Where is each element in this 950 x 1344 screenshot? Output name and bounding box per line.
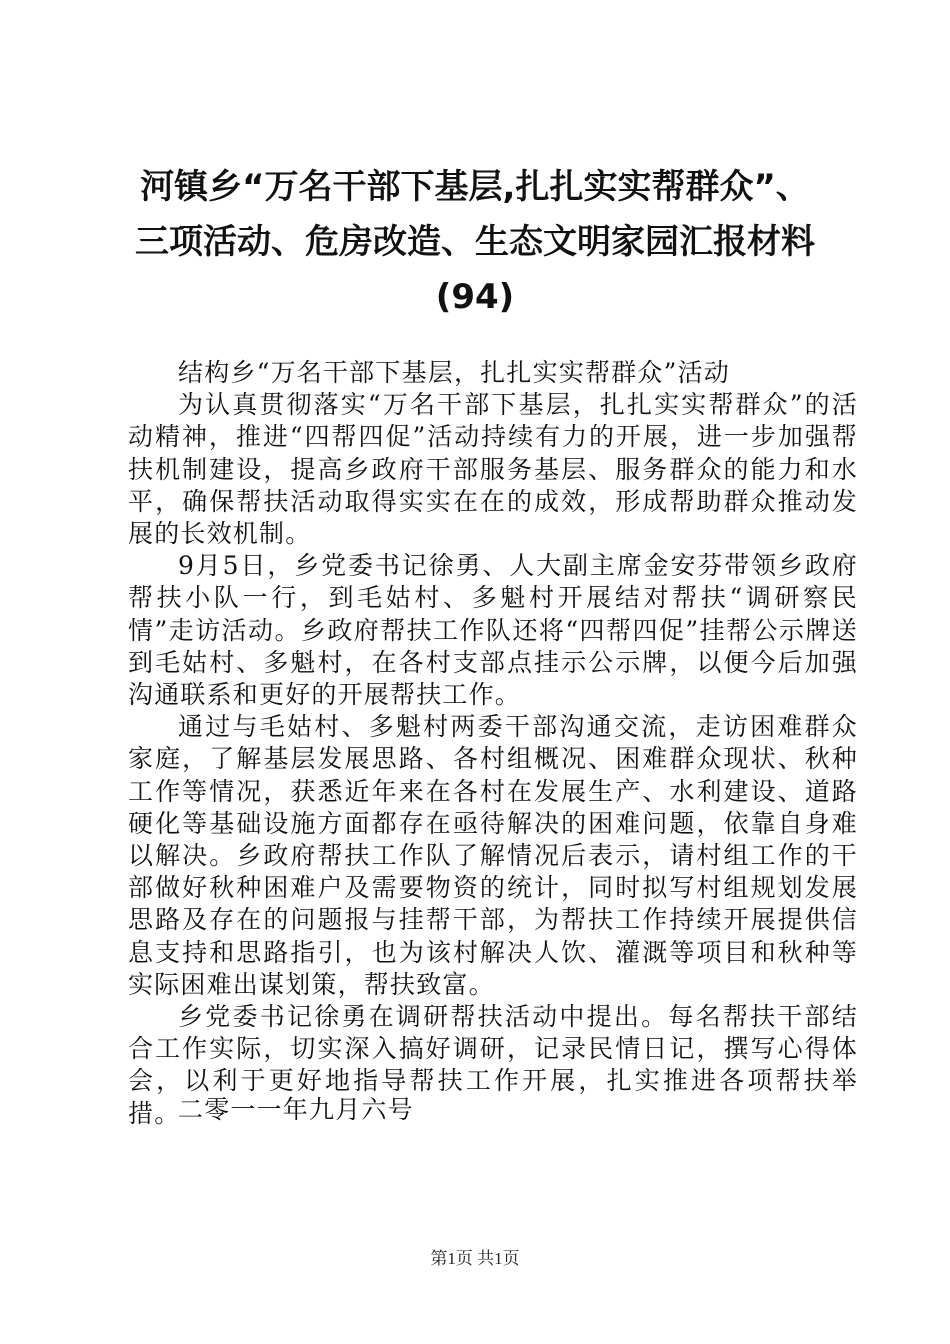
title-line-1: 河镇乡“万名干部下基层,扎扎实实帮群众”、 (140, 167, 810, 207)
document-title (110, 160, 840, 325)
title-line-3: (94) (435, 277, 515, 317)
paragraph-1: 为认真贯彻落实“万名干部下基层，扎扎实实帮群众”的活动精神，推进“四帮四促”活动持续有力的开展，进一步加强帮扶机制建设，提高乡政府干部服务基层、服务群众的能力和水平，确保帮扶活动取得实实在在的成效，形成帮助群众推动发展的长效机制。 (128, 390, 858, 549)
title-line-2: 三项活动、危房改造、生态文明家园汇报材料 (135, 222, 815, 262)
subheading: 结构乡“万名干部下基层，扎扎实实帮群众”活动 (178, 358, 730, 387)
page-footer: 第1页 共1页 (430, 1249, 520, 1268)
paragraph-2: 9月5日，乡党委书记徐勇、人大副主席金安芬带领乡政府帮扶小队一行，到毛姑村、多魁村开展结对帮扶“调研察民情”走访活动。乡政府帮扶工作队还将“四帮四促”挂帮公示牌送到毛姑村、多魁村，在各村支部点挂示公示牌，以便今后加强沟通联系和更好的开展帮扶工作。 (128, 551, 858, 710)
paragraph-3: 通过与毛姑村、多魁村两委干部沟通交流，走访困难群众家庭，了解基层发展思路、各村组概况、困难群众现状、秋种工作等情况，获悉近年来在各村在发展生产、水利建设、道路硬化等基础设施方面都存在亟待解决的困难问题，依靠自身难以解决。乡政府帮扶工作队了解情况后表示，请村组工作的干部做好秋种困难户及需要物资的统计，同时拟写村组规划发展思路及存在的问题报与挂帮干部，为帮扶工作持续开展提供信息支持和思路指引，也为该村解决人饮、灌溉等项目和秋种等实际困难出谋划策，帮扶致富。 (128, 712, 858, 999)
document-body (128, 357, 858, 1130)
paragraph-4: 乡党委书记徐勇在调研帮扶活动中提出。每名帮扶干部结合工作实际，切实深入搞好调研，记录民情日记，撰写心得体会，以利于更好地指导帮扶工作开展，扎实推进各项帮扶举措。 (128, 1002, 858, 1128)
document-date: 二零一一年九月六号 (178, 1095, 414, 1124)
